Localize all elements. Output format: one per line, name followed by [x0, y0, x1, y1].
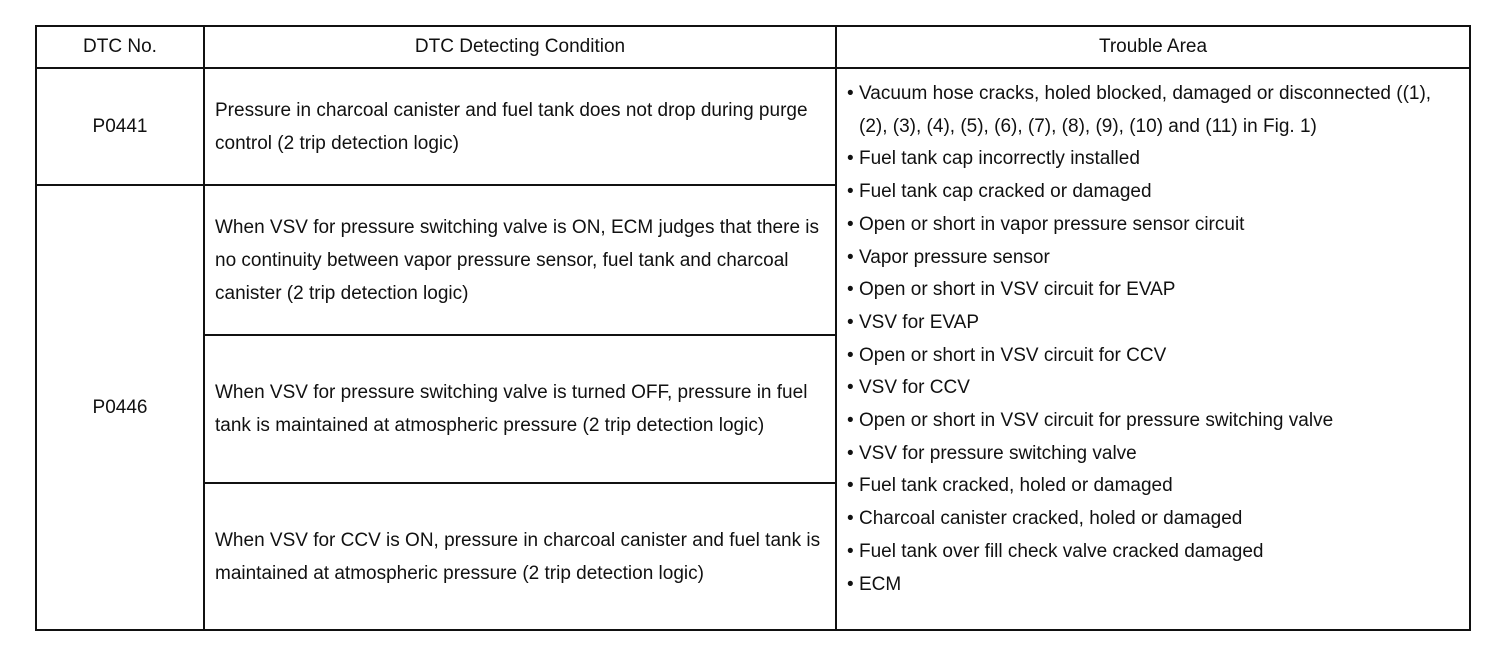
list-item: • Open or short in VSV circuit for EVAP [847, 274, 1459, 307]
list-item: • Fuel tank cap incorrectly installed [847, 143, 1459, 176]
list-item: • Fuel tank cap cracked or damaged [847, 176, 1459, 209]
list-item: • Open or short in vapor pressure sensor circuit [847, 209, 1459, 242]
header-row [36, 26, 1470, 68]
trouble-area-cell [836, 68, 1470, 630]
table-row [36, 68, 1470, 185]
detecting-condition: When VSV for pressure switching valve is ON, ECM judges that there is no continuity between vapor pressure sensor, fuel tank and charcoal canister (2 trip detection logic) [204, 185, 836, 335]
list-item: • ECM [847, 569, 1459, 602]
list-item: • Fuel tank cracked, holed or damaged [847, 470, 1459, 503]
list-item: • VSV for EVAP [847, 307, 1459, 340]
list-item: • Fuel tank over fill check valve cracked damaged [847, 536, 1459, 569]
list-item: • VSV for CCV [847, 372, 1459, 405]
list-item: • VSV for pressure switching valve [847, 438, 1459, 471]
detecting-condition: When VSV for pressure switching valve is turned OFF, pressure in fuel tank is maintained at atmospheric pressure (2 trip detection logic) [204, 335, 836, 483]
list-item: • Vacuum hose cracks, holed blocked, damaged or disconnected ((1), (2), (3), (4), (5), (6), (7), (8), (9), (10) and (11) in Fig. 1) [847, 78, 1459, 143]
detecting-condition: When VSV for CCV is ON, pressure in charcoal canister and fuel tank is maintained at atmospheric pressure (2 trip detection logic) [204, 483, 836, 630]
list-item: • Open or short in VSV circuit for CCV [847, 340, 1459, 373]
list-item: • Open or short in VSV circuit for pressure switching valve [847, 405, 1459, 438]
list-item: • Charcoal canister cracked, holed or damaged [847, 503, 1459, 536]
trouble-area-list [847, 78, 1459, 601]
header-condition: DTC Detecting Condition [204, 26, 836, 68]
list-item: • Vapor pressure sensor [847, 242, 1459, 275]
dtc-code: P0446 [36, 185, 204, 630]
header-dtc-no: DTC No. [36, 26, 204, 68]
header-trouble-area: Trouble Area [836, 26, 1470, 68]
dtc-code: P0441 [36, 68, 204, 185]
detecting-condition: Pressure in charcoal canister and fuel tank does not drop during purge control (2 trip detection logic) [204, 68, 836, 185]
dtc-table [35, 25, 1471, 631]
